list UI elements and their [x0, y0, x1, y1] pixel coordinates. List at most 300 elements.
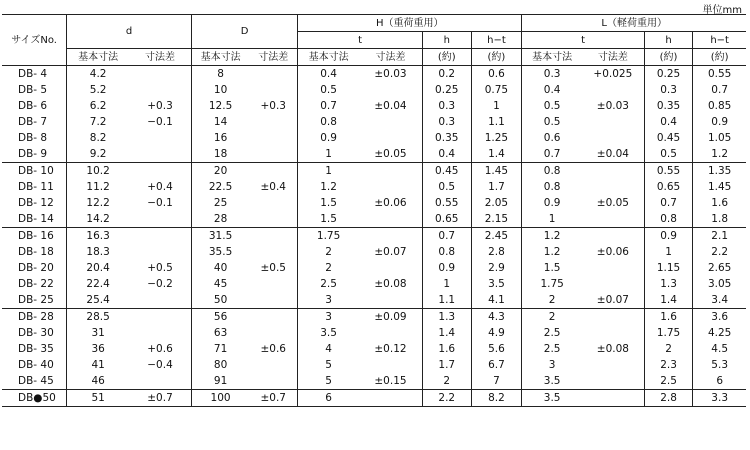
cell-lt: 1.2: [522, 228, 582, 245]
cell-lt-tol: ±0.03: [596, 99, 629, 112]
cell-lt-tol: [582, 163, 644, 180]
cell-lt-tol: [582, 130, 644, 146]
cell-lh: 0.35: [644, 98, 693, 114]
heavy-t-basic-header: 基本寸法: [298, 49, 359, 66]
cell-d-tol: [249, 195, 298, 211]
cell-size: DB●50: [2, 390, 67, 407]
cell-size: DB- 35: [18, 342, 54, 355]
cell-d-tol: −0.1: [147, 196, 173, 209]
light-h-header: h: [644, 32, 693, 49]
cell-lt-tol: [582, 276, 644, 292]
cell-d-tol: [129, 309, 191, 326]
table-row: [2, 325, 746, 341]
cell-d: 25: [191, 195, 249, 211]
cell-hh: 2: [422, 373, 471, 390]
cell-lh: 1.3: [644, 276, 693, 292]
cell-lt-tol: ±0.08: [596, 342, 629, 355]
cell-size: DB- 45: [18, 374, 54, 387]
cell-lt: 0.4: [522, 82, 582, 98]
d-header: d: [67, 15, 192, 49]
cell-d-tol: [249, 373, 298, 390]
cell-hht: 1: [471, 98, 522, 114]
cell-hht: 0.75: [471, 82, 522, 98]
cell-d: 91: [191, 373, 249, 390]
cell-d: 40: [191, 260, 249, 276]
cell-ht-tol: ±0.06: [374, 196, 407, 209]
d-tol-header: 寸法差: [129, 49, 191, 66]
cell-hht: 4.9: [471, 325, 522, 341]
cell-lt: 0.3: [522, 66, 582, 83]
cell-d-tol: [249, 130, 298, 146]
cell-lt-tol: +0.025: [593, 67, 633, 80]
cell-d: 14: [191, 114, 249, 130]
cell-size: DB- 18: [18, 245, 54, 258]
table-row: [2, 211, 746, 228]
cell-d: 8: [191, 66, 249, 83]
cell-ht-tol: ±0.12: [374, 342, 407, 355]
cell-d: 28.5: [67, 309, 129, 326]
cell-lt-tol: [582, 228, 644, 245]
cell-hht: 7: [471, 373, 522, 390]
cell-d-tol: [249, 211, 298, 228]
table-row: [2, 292, 746, 309]
cell-hh: 0.3: [422, 114, 471, 130]
cell-ht: 5: [298, 357, 359, 373]
cell-d: 18: [191, 146, 249, 163]
cell-d: 35.5: [191, 244, 249, 260]
cell-lh: 0.7: [644, 195, 693, 211]
cell-lt: 2.5: [522, 325, 582, 341]
cell-ht-tol: ±0.05: [374, 147, 407, 160]
cell-d: 20.4: [67, 260, 129, 276]
cell-d: 46: [67, 373, 129, 390]
cell-d: 9.2: [67, 146, 129, 163]
cell-lt: 0.8: [522, 163, 582, 180]
cell-ht: 1.2: [298, 179, 359, 195]
cell-size: DB- 16: [2, 228, 67, 245]
cell-lh: 2.3: [644, 357, 693, 373]
cell-lt: 0.7: [522, 146, 582, 163]
cell-lht: 4.25: [693, 325, 746, 341]
cell-d: 12.5: [191, 98, 249, 114]
cell-lh: 2.5: [644, 373, 693, 390]
table-row: [2, 260, 746, 276]
unit-label: 単位mm: [702, 5, 742, 16]
cell-ht-tol: [359, 179, 423, 195]
cell-lht: 2.2: [693, 244, 746, 260]
cell-ht: 0.4: [298, 66, 359, 83]
cell-ht-tol: [359, 325, 423, 341]
cell-lt: 0.5: [522, 114, 582, 130]
cell-lh: 0.9: [644, 228, 693, 245]
cell-lt: 3.5: [522, 390, 582, 407]
cell-ht: 1: [298, 163, 359, 180]
cell-lt-tol: [582, 325, 644, 341]
cell-size: DB- 8: [18, 131, 48, 144]
cell-ht-tol: [359, 390, 423, 407]
cell-hht: 2.9: [471, 260, 522, 276]
cell-d: 51: [67, 390, 129, 407]
cell-size: DB- 28: [2, 309, 67, 326]
cell-d-tol: [249, 146, 298, 163]
table-row: [2, 146, 746, 163]
cell-d-tol: [129, 373, 191, 390]
cell-lht: 2.1: [693, 228, 746, 245]
cell-lht: 1.35: [693, 163, 746, 180]
cell-lht: 5.3: [693, 357, 746, 373]
cell-d: 16: [191, 130, 249, 146]
cell-hh: 0.9: [422, 260, 471, 276]
cell-lt-tol: ±0.07: [596, 293, 629, 306]
table-row: [2, 373, 746, 390]
cell-hht: 8.2: [471, 390, 522, 407]
cell-lh: 1.75: [644, 325, 693, 341]
cell-hh: 0.65: [422, 211, 471, 228]
cell-ht: 0.9: [298, 130, 359, 146]
cell-d-tol: [129, 163, 191, 180]
cell-ht: 2: [298, 244, 359, 260]
cell-d-tol: [129, 130, 191, 146]
cell-d: 22.5: [191, 179, 249, 195]
cell-d-tol: −0.2: [147, 277, 173, 290]
cell-lht: 1.6: [693, 195, 746, 211]
cell-hh: 0.35: [422, 130, 471, 146]
cell-hht: 0.6: [471, 66, 522, 83]
cell-d-tol: +0.3: [260, 99, 286, 112]
cell-d-tol: ±0.6: [260, 342, 286, 355]
cell-hht: 1.4: [471, 146, 522, 163]
cell-hh: 1.1: [422, 292, 471, 309]
cell-lht: 3.05: [693, 276, 746, 292]
cell-lt: 1.2: [522, 244, 582, 260]
cell-d: 63: [191, 325, 249, 341]
cell-ht: 2: [298, 260, 359, 276]
cell-d: 10.2: [67, 163, 129, 180]
cell-d: 41: [67, 357, 129, 373]
cell-lh: 2.8: [644, 390, 693, 407]
cell-lh: 1.15: [644, 260, 693, 276]
light-h-approx-header: (約): [644, 49, 693, 66]
cell-lt-tol: [582, 211, 644, 228]
cell-lt: 3.5: [522, 373, 582, 390]
cell-d: 8.2: [67, 130, 129, 146]
light-t-header: t: [522, 32, 644, 49]
table-row: [2, 195, 746, 211]
cell-d: 11.2: [67, 179, 129, 195]
cell-d-tol: [249, 163, 298, 180]
cell-lht: 1.2: [693, 146, 746, 163]
cell-hht: 4.3: [471, 309, 522, 326]
table-row: [2, 82, 746, 98]
cell-ht-tol: [359, 114, 423, 130]
cell-size: DB- 7: [18, 115, 48, 128]
cell-d: 12.2: [67, 195, 129, 211]
cell-lt: 0.8: [522, 179, 582, 195]
cell-ht-tol: ±0.04: [374, 99, 407, 112]
cell-d: 7.2: [67, 114, 129, 130]
cell-lht: 4.5: [693, 341, 746, 357]
D-basic-header: 基本寸法: [191, 49, 249, 66]
cell-d: 20: [191, 163, 249, 180]
cell-ht-tol: [359, 211, 423, 228]
cell-hh: 0.8: [422, 244, 471, 260]
cell-hh: 0.2: [422, 66, 471, 83]
cell-d-tol: ±0.7: [249, 390, 298, 407]
cell-d-tol: [249, 309, 298, 326]
cell-hht: 2.8: [471, 244, 522, 260]
heavy-ht-header: h−t: [471, 32, 522, 49]
cell-hht: 1.45: [471, 163, 522, 180]
cell-ht: 0.5: [298, 82, 359, 98]
cell-lh: 0.4: [644, 114, 693, 130]
heavy-t-tol-header: 寸法差: [359, 49, 423, 66]
cell-hht: 1.1: [471, 114, 522, 130]
cell-hh: 0.25: [422, 82, 471, 98]
cell-d-tol: [129, 82, 191, 98]
cell-lh: 0.3: [644, 82, 693, 98]
cell-ht: 5: [298, 373, 359, 390]
cell-lh: 0.45: [644, 130, 693, 146]
cell-d-tol: [129, 228, 191, 245]
cell-ht: 1.5: [298, 195, 359, 211]
cell-hh: 1.3: [422, 309, 471, 326]
cell-hh: 0.55: [422, 195, 471, 211]
cell-ht: 3: [298, 292, 359, 309]
heavy-t-header: t: [298, 32, 423, 49]
cell-d: 50: [191, 292, 249, 309]
cell-lt-tol: ±0.05: [596, 196, 629, 209]
cell-lt: 3: [522, 357, 582, 373]
cell-d: 56: [191, 309, 249, 326]
table-row: [2, 244, 746, 260]
cell-lt: 0.9: [522, 195, 582, 211]
table-row: [2, 228, 746, 245]
cell-lht: 1.8: [693, 211, 746, 228]
cell-hht: 1.7: [471, 179, 522, 195]
heavy-ht-approx-header: (約): [471, 49, 522, 66]
cell-hht: 4.1: [471, 292, 522, 309]
cell-lt-tol: [582, 373, 644, 390]
cell-ht: 0.8: [298, 114, 359, 130]
cell-lht: 3.3: [693, 390, 746, 407]
cell-lt: 2.5: [522, 341, 582, 357]
l-light-header: L（軽荷重用）: [522, 15, 746, 32]
cell-d-tol: [249, 228, 298, 245]
cell-hh: 0.4: [422, 146, 471, 163]
cell-lht: 3.6: [693, 309, 746, 326]
cell-d: 31.5: [191, 228, 249, 245]
cell-lt-tol: [582, 179, 644, 195]
cell-hh: 1.7: [422, 357, 471, 373]
cell-lh: 1.6: [644, 309, 693, 326]
cell-hh: 1.4: [422, 325, 471, 341]
cell-d-tol: [249, 244, 298, 260]
cell-lt: 1.75: [522, 276, 582, 292]
cell-lt: 0.6: [522, 130, 582, 146]
cell-size: DB- 40: [18, 358, 54, 371]
cell-ht-tol: [359, 82, 423, 98]
cell-lh: 1: [644, 244, 693, 260]
cell-lt-tol: [582, 390, 644, 407]
cell-ht: 0.7: [298, 98, 359, 114]
cell-lt-tol: ±0.04: [596, 147, 629, 160]
cell-lt: 1.5: [522, 260, 582, 276]
cell-d: 100: [191, 390, 249, 407]
cell-lt-tol: [582, 82, 644, 98]
cell-lh: 1.4: [644, 292, 693, 309]
cell-lht: 2.65: [693, 260, 746, 276]
cell-ht-tol: [359, 163, 423, 180]
light-ht-approx-header: (約): [693, 49, 746, 66]
cell-size: DB- 20: [18, 261, 54, 274]
header-row-1: [2, 15, 746, 32]
cell-lt: 0.5: [522, 98, 582, 114]
cell-lht: 6: [693, 373, 746, 390]
cell-d-tol: +0.4: [147, 180, 173, 193]
cell-size: DB- 30: [18, 326, 54, 339]
size-header: サイズNo.: [2, 15, 67, 66]
cell-d-tol: [249, 82, 298, 98]
cell-ht-tol: ±0.03: [374, 67, 407, 80]
cell-d: 28: [191, 211, 249, 228]
cell-d-tol: ±0.4: [260, 180, 286, 193]
cell-lh: 0.65: [644, 179, 693, 195]
light-t-tol-header: 寸法差: [582, 49, 644, 66]
cell-d-tol: [249, 114, 298, 130]
cell-d-tol: [249, 357, 298, 373]
cell-d: 16.3: [67, 228, 129, 245]
cell-hh: 2.2: [422, 390, 471, 407]
cell-lht: 0.9: [693, 114, 746, 130]
cell-ht-tol: [359, 130, 423, 146]
cell-d: 10: [191, 82, 249, 98]
cell-ht: 3: [298, 309, 359, 326]
cell-lt: 2: [522, 309, 582, 326]
cell-lht: 1.45: [693, 179, 746, 195]
cell-hh: 0.3: [422, 98, 471, 114]
cell-lh: 0.25: [644, 66, 693, 83]
cell-hht: 5.6: [471, 341, 522, 357]
cell-ht-tol: ±0.08: [374, 277, 407, 290]
cell-lh: 0.55: [644, 163, 693, 180]
table-row: [2, 276, 746, 292]
table-row: [2, 179, 746, 195]
cell-lt: 1: [522, 211, 582, 228]
cell-size: DB- 11: [18, 180, 54, 193]
cell-lht: 1.05: [693, 130, 746, 146]
heavy-h-approx-header: (約): [422, 49, 471, 66]
cell-ht: 1: [298, 146, 359, 163]
table-row: [2, 390, 746, 407]
cell-ht: 3.5: [298, 325, 359, 341]
cell-d-tol: +0.5: [147, 261, 173, 274]
table-row: [2, 163, 746, 180]
cell-d: 4.2: [67, 66, 129, 83]
cell-ht-tol: ±0.09: [359, 309, 423, 326]
cell-hh: 0.5: [422, 179, 471, 195]
cell-hht: 6.7: [471, 357, 522, 373]
cell-lt-tol: [582, 309, 644, 326]
cell-d-tol: −0.1: [147, 115, 173, 128]
cell-size: DB- 4: [18, 67, 48, 80]
table-row: [2, 341, 746, 357]
cell-d: 31: [67, 325, 129, 341]
cell-size: DB- 14: [18, 212, 54, 225]
header-row-3: [2, 49, 746, 66]
cell-d: 45: [191, 276, 249, 292]
cell-d-tol: [129, 292, 191, 309]
cell-lht: 0.85: [693, 98, 746, 114]
cell-size: DB- 22: [18, 277, 54, 290]
cell-hht: 3.5: [471, 276, 522, 292]
cell-size: DB- 12: [18, 196, 54, 209]
cell-d: 14.2: [67, 211, 129, 228]
cell-hh: 0.7: [422, 228, 471, 245]
cell-hht: 2.45: [471, 228, 522, 245]
D-tol-header: 寸法差: [249, 49, 298, 66]
cell-size: DB- 9: [18, 147, 48, 160]
table-row: [2, 357, 746, 373]
cell-ht-tol: [359, 292, 423, 309]
cell-ht: 2.5: [298, 276, 359, 292]
cell-hh: 0.45: [422, 163, 471, 180]
cell-d-tol: [129, 146, 191, 163]
cell-lt: 2: [522, 292, 582, 309]
d-basic-header: 基本寸法: [67, 49, 129, 66]
cell-d-tol: [249, 276, 298, 292]
cell-ht-tol: [359, 260, 423, 276]
cell-lh: 0.8: [644, 211, 693, 228]
cell-d-tol: [249, 325, 298, 341]
cell-d: 22.4: [67, 276, 129, 292]
cell-d: 80: [191, 357, 249, 373]
cell-lh: 0.5: [644, 146, 693, 163]
table-row: [2, 309, 746, 326]
cell-ht: 1.75: [298, 228, 359, 245]
heavy-h-header: h: [422, 32, 471, 49]
cell-size: DB- 25: [18, 293, 54, 306]
cell-hht: 2.05: [471, 195, 522, 211]
cell-ht: 1.5: [298, 211, 359, 228]
cell-d-tol: [129, 66, 191, 83]
cell-d: 71: [191, 341, 249, 357]
cell-d-tol: [249, 292, 298, 309]
cell-ht-tol: [359, 228, 423, 245]
cell-ht: 6: [298, 390, 359, 407]
cell-d: 18.3: [67, 244, 129, 260]
cell-hht: 2.15: [471, 211, 522, 228]
cell-d: 36: [67, 341, 129, 357]
cell-lt-tol: [582, 357, 644, 373]
table-body: [2, 66, 746, 407]
cell-lht: 0.7: [693, 82, 746, 98]
cell-lt-tol: ±0.06: [596, 245, 629, 258]
cell-ht: 4: [298, 341, 359, 357]
cell-size: DB- 10: [2, 163, 67, 180]
cell-d-tol: ±0.5: [260, 261, 286, 274]
cell-ht-tol: ±0.15: [374, 374, 407, 387]
table-row: [2, 66, 746, 83]
cell-hh: 1: [422, 276, 471, 292]
cell-lt-tol: [582, 114, 644, 130]
table-row: [2, 114, 746, 130]
cell-hht: 1.25: [471, 130, 522, 146]
h-heavy-header: H（重荷重用）: [298, 15, 522, 32]
cell-lt-tol: [582, 260, 644, 276]
light-ht-header: h−t: [693, 32, 746, 49]
cell-lh: 2: [644, 341, 693, 357]
cell-d: 6.2: [67, 98, 129, 114]
